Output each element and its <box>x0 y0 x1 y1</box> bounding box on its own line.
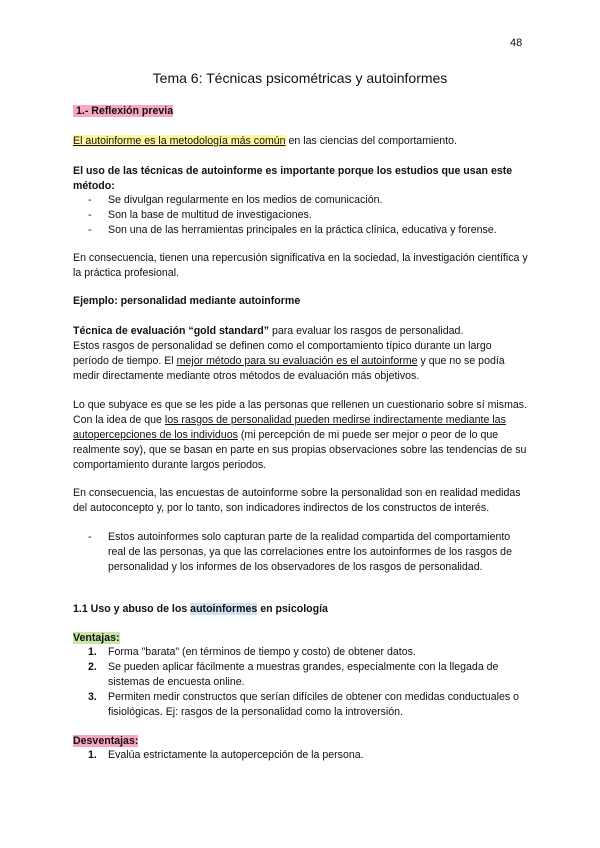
list-number: 2. <box>88 661 97 673</box>
list-item: - Son la base de multitud de investigaciones. <box>73 208 528 223</box>
highlighted-phrase: autoinformes <box>190 603 258 615</box>
list-item <box>73 645 528 660</box>
list-item <box>73 690 528 720</box>
list-item <box>73 660 528 690</box>
bold-intro: El uso de las técnicas de autoinforme es importante porque los estudios que usan este método: <box>73 165 513 192</box>
underlined-phrase: los rasgos de personalidad pueden medirse indirectamente mediante las autopercepciones de los individuos <box>73 414 506 441</box>
paragraph-underlying <box>73 398 528 473</box>
paragraph-autoinforme <box>73 134 528 149</box>
paragraph-surveys: En consecuencia, las encuestas de autoinforme sobre la personalidad son en realidad medidas del autoconcepto y, por lo tanto, son indicadores indirectos de los constructos de interés. <box>73 487 521 514</box>
list-number: 1. <box>88 749 97 761</box>
page-number: 48 <box>510 37 523 49</box>
list-number: 1. <box>88 646 97 658</box>
underlined-phrase: mejor método para su evaluación es el autoinforme <box>176 355 418 367</box>
list-item: - Se divulgan regularmente en los medios de comunicación. <box>73 193 528 208</box>
section-heading-text: 1.- Reflexión previa <box>73 105 173 117</box>
paragraph-text: en las ciencias del comportamiento. <box>285 135 457 147</box>
ventajas-label <box>73 631 528 646</box>
paragraph-text: y que no se podía medir directamente mediante otros métodos de evaluación más objetivos. <box>73 355 505 382</box>
list-text: Evalúa estrictamente la autopercepción de la persona. <box>108 749 364 761</box>
list-item: - Son una de las herramientas principales en la práctica clínica, educativa y forense. <box>73 223 528 238</box>
list-text: Forma "barata" (en términos de tiempo y costo) de obtener datos. <box>108 646 416 658</box>
paragraph-consequence: En consecuencia, tienen una repercusión significativa en la sociedad, la investigación científica y la práctica profesional. <box>73 252 528 279</box>
paragraph-gold-standard <box>73 324 528 384</box>
paragraph-text: Estos rasgos de personalidad se definen como el comportamiento típico durante un largo período de tiempo. El <box>73 340 492 367</box>
list-text: Se pueden aplicar fácilmente a muestras grandes, especialmente con la llegada de sistemas de encuesta online. <box>108 661 499 688</box>
bullet-list-uses <box>73 193 528 238</box>
numbered-list-desventajas <box>73 748 528 763</box>
section-heading-text: 1.1 Uso y abuso de los <box>73 603 191 615</box>
list-number: 3. <box>88 691 97 703</box>
list-item: - Estos autoinformes solo capturan parte de la realidad compartida del comportamiento real de las personas, ya que las correlaciones entre los autoinformes de los rasgos de personalidad y los informes de los observadores de los rasgos de personalidad. <box>73 530 528 575</box>
section-heading-reflexion <box>73 104 528 119</box>
bold-phrase: Técnica de evaluación “gold standard” <box>73 325 270 337</box>
desventajas-label <box>73 734 528 749</box>
highlighted-phrase: El autoinforme es la metodología más común <box>73 135 286 147</box>
label-text: Ventajas: <box>73 632 120 644</box>
label-text: Desventajas: <box>73 735 139 747</box>
section-heading-uso-abuso <box>73 602 528 617</box>
section-heading-text: en psicología <box>257 603 328 615</box>
paragraph-text: (mi percepción de mi puede ser mejor o peor de lo que realmente soy), que se basan en parte en sus propias observaciones sobre las tendencias de su comportamiento durante largos periodos. <box>73 429 527 471</box>
page-title: Tema 6: Técnicas psicométricas y autoinformes <box>152 70 448 86</box>
example-heading: Ejemplo: personalidad mediante autoinforme <box>73 295 301 307</box>
list-text: Permiten medir constructos que serían difíciles de obtener con medidas conductuales o fisiológicas. Ej: rasgos de la personalidad como la introversión. <box>108 691 520 718</box>
paragraph-text: Lo que subyace es que se les pide a las personas que rellenen un cuestionario sobre sí mismas. Con la idea de que <box>73 399 528 426</box>
numbered-list-ventajas <box>73 645 528 720</box>
list-item <box>73 748 528 763</box>
paragraph-text: para evaluar los rasgos de personalidad. <box>269 325 464 337</box>
bullet-list-limits <box>73 530 528 575</box>
